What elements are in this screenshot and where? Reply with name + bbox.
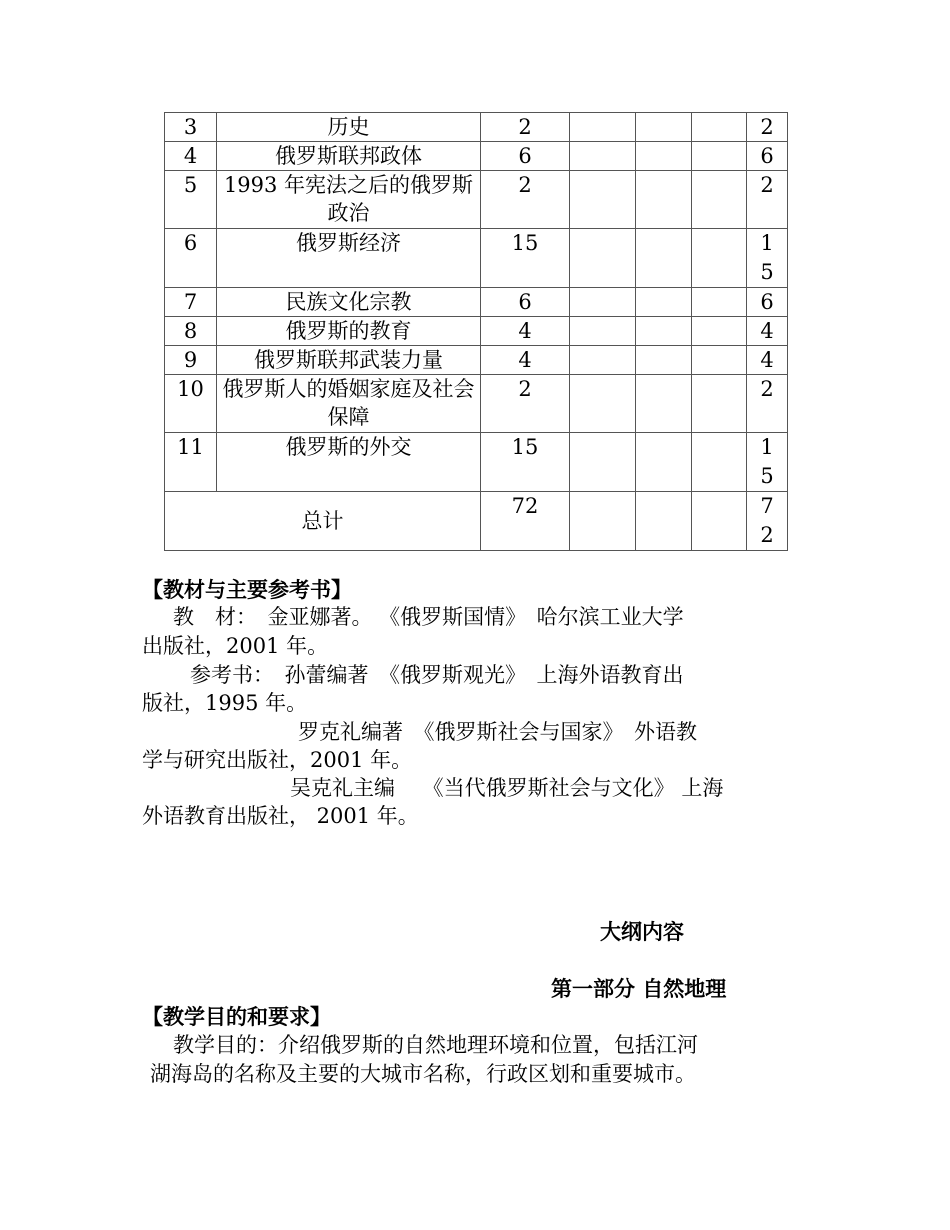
total-total-cell [747, 492, 788, 551]
row-hours: 6 [481, 142, 570, 171]
textbook-line: 出版社，2001 年。 [142, 634, 329, 658]
row-hours: 4 [481, 346, 570, 375]
empty-cell [692, 492, 747, 551]
row-number: 6 [165, 229, 217, 288]
textbooks-heading: 【教材与主要参考书】 [142, 578, 352, 602]
row-topic: 历史 [217, 113, 481, 142]
empty-cell [636, 288, 692, 317]
empty-cell [636, 492, 692, 551]
empty-cell [692, 229, 747, 288]
empty-cell [570, 229, 636, 288]
objectives-line: 湖海岛的名称及主要的大城市名称，行政区划和重要城市。 [150, 1062, 696, 1086]
table-row [165, 375, 788, 433]
empty-cell [692, 317, 747, 346]
empty-cell [570, 492, 636, 551]
empty-cell [570, 113, 636, 142]
objectives-line: 教学目的：介绍俄罗斯的自然地理环境和位置，包括江河 [173, 1033, 698, 1057]
objectives-heading: 【教学目的和要求】 [142, 1005, 331, 1029]
row-hours: 6 [481, 288, 570, 317]
row-total: 2 [747, 171, 788, 229]
row-hours: 2 [481, 113, 570, 142]
table-row [165, 113, 788, 142]
empty-cell [570, 346, 636, 375]
empty-cell [636, 142, 692, 171]
table-total-row [165, 492, 788, 551]
empty-cell [570, 317, 636, 346]
empty-cell [570, 142, 636, 171]
total-label: 总计 [165, 492, 481, 551]
textbook-line: 教 材： 金亚娜著。 《俄罗斯国情》 哈尔滨工业大学 [173, 605, 684, 629]
table-row [165, 171, 788, 229]
row-total: 15 [760, 435, 774, 488]
row-topic: 俄罗斯的教育 [217, 317, 481, 346]
row-hours: 2 [481, 375, 570, 433]
empty-cell [570, 433, 636, 492]
row-number: 8 [165, 317, 217, 346]
row-total: 6 [747, 288, 788, 317]
empty-cell [692, 171, 747, 229]
row-total: 4 [747, 346, 788, 375]
row-number: 10 [165, 375, 217, 433]
reference-line: 版社，1995 年。 [142, 691, 308, 715]
empty-cell [692, 288, 747, 317]
row-topic: 俄罗斯人的婚姻家庭及社会保障 [217, 375, 481, 433]
course-hours-table [164, 112, 788, 551]
row-number: 11 [165, 433, 217, 492]
empty-cell [636, 229, 692, 288]
row-total: 2 [747, 375, 788, 433]
empty-cell [636, 433, 692, 492]
row-number: 7 [165, 288, 217, 317]
row-total: 15 [760, 231, 774, 284]
reference-line: 参考书： 孙蕾编著 《俄罗斯观光》 上海外语教育出 [190, 663, 684, 687]
reference-line: 罗克礼编著 《俄罗斯社会与国家》 外语教 [298, 720, 697, 744]
empty-cell [636, 317, 692, 346]
row-hours: 4 [481, 317, 570, 346]
row-total: 2 [747, 113, 788, 142]
row-topic: 1993 年宪法之后的俄罗斯政治 [217, 171, 481, 229]
table-row [165, 346, 788, 375]
row-topic: 俄罗斯联邦武装力量 [217, 346, 481, 375]
table-row [165, 317, 788, 346]
row-topic: 俄罗斯的外交 [217, 433, 481, 492]
row-total: 4 [747, 317, 788, 346]
outline-title: 大纲内容 [600, 920, 684, 944]
row-total: 6 [747, 142, 788, 171]
row-hours: 15 [481, 433, 570, 492]
empty-cell [692, 433, 747, 492]
row-topic: 俄罗斯联邦政体 [217, 142, 481, 171]
table-row [165, 142, 788, 171]
empty-cell [692, 375, 747, 433]
row-total-cell [747, 433, 788, 492]
empty-cell [636, 346, 692, 375]
part-title: 第一部分 自然地理 [551, 977, 727, 1001]
empty-cell [692, 113, 747, 142]
row-number: 9 [165, 346, 217, 375]
row-number: 4 [165, 142, 217, 171]
empty-cell [692, 346, 747, 375]
table-row [165, 433, 788, 492]
empty-cell [636, 375, 692, 433]
row-topic: 俄罗斯经济 [217, 229, 481, 288]
empty-cell [692, 142, 747, 171]
row-hours: 15 [481, 229, 570, 288]
row-number: 5 [165, 171, 217, 229]
row-number: 3 [165, 113, 217, 142]
empty-cell [570, 171, 636, 229]
empty-cell [636, 171, 692, 229]
empty-cell [570, 375, 636, 433]
row-topic: 民族文化宗教 [217, 288, 481, 317]
row-total-cell [747, 229, 788, 288]
reference-line: 吴克礼主编 《当代俄罗斯社会与文化》 上海 [290, 776, 724, 800]
empty-cell [636, 113, 692, 142]
table-row [165, 229, 788, 288]
empty-cell [570, 288, 636, 317]
total-hours: 72 [481, 492, 570, 551]
row-hours: 2 [481, 171, 570, 229]
reference-line: 学与研究出版社，2001 年。 [142, 748, 413, 772]
total-total: 72 [760, 494, 774, 547]
table-row [165, 288, 788, 317]
reference-line: 外语教育出版社， 2001 年。 [142, 804, 419, 828]
